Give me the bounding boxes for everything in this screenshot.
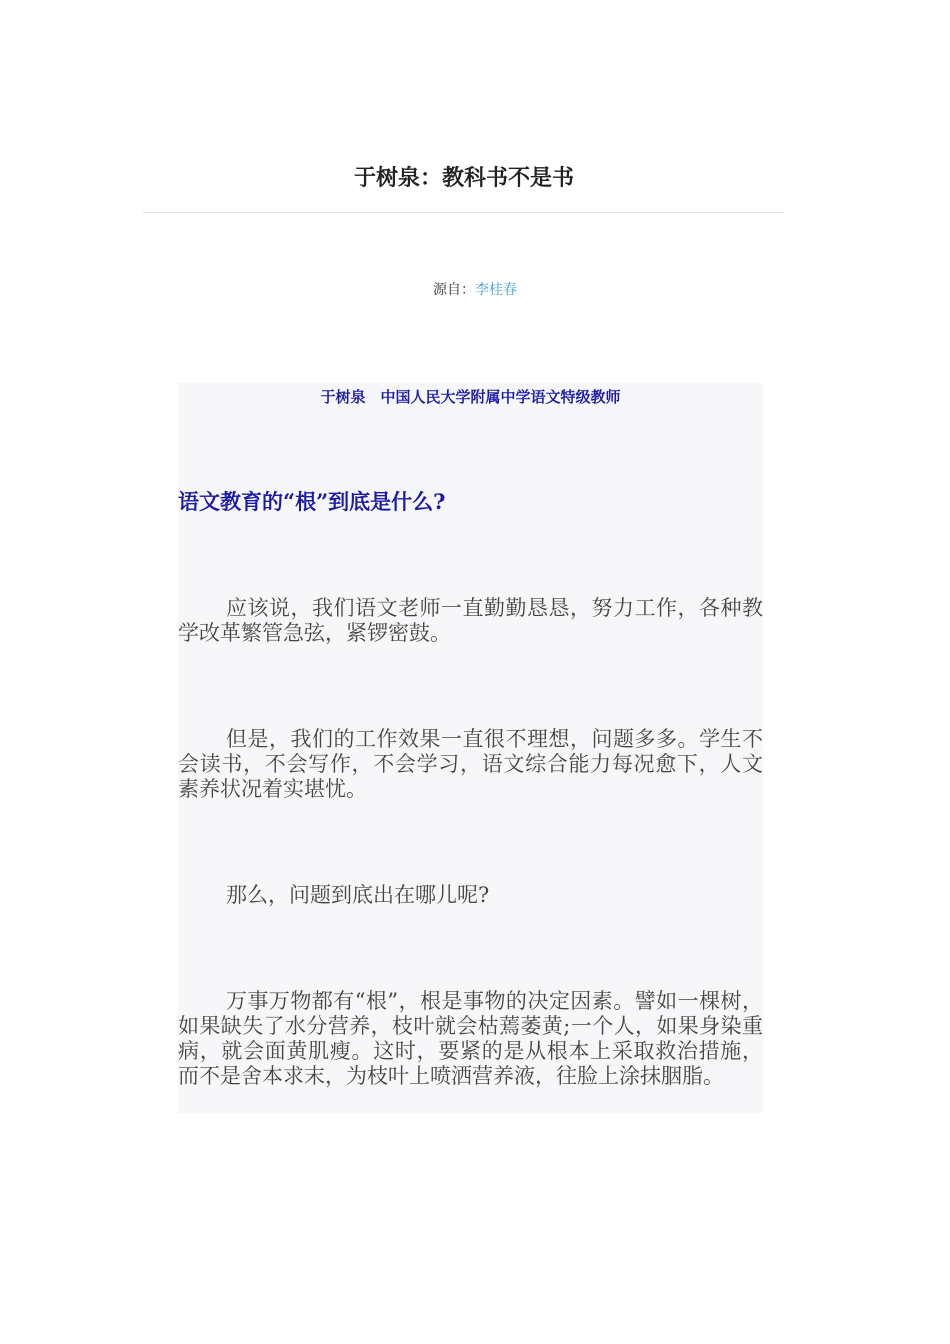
source-line [0, 280, 950, 300]
section-heading: 语文教育的“根”到底是什么? [178, 489, 446, 514]
paragraph: 万事万物都有“根”，根是事物的决定因素。譬如一棵树，如果缺失了水分营养，枝叶就会枯蔫萎黄;一个人，如果身染重病，就会面黄肌瘦。这时，要紧的是从根本上采取救治措施，而不是舍本求末，为枝叶上喷洒营养液，往脸上涂抹胭脂。 [178, 989, 763, 1088]
source-label: 源自： [433, 282, 475, 298]
article-title: 于树泉：教科书不是书 [353, 166, 574, 191]
title-divider [143, 212, 784, 213]
paragraph: 但是，我们的工作效果一直很不理想，问题多多。学生不会读书，不会写作，不会学习，语文综合能力每况愈下，人文素养状况着实堪忧。 [178, 727, 763, 801]
author-line: 于树泉 中国人民大学附属中学语文特级教师 [320, 388, 621, 406]
paragraph: 那么，问题到底出在哪儿呢? [226, 883, 490, 907]
article-content [178, 383, 763, 1113]
source-author-link[interactable]: 李桂春 [475, 282, 517, 298]
paragraph: 应该说，我们语文老师一直勤勤恳恳，努力工作，各种教学改革繁管急弦，紧锣密鼓。 [178, 596, 763, 645]
